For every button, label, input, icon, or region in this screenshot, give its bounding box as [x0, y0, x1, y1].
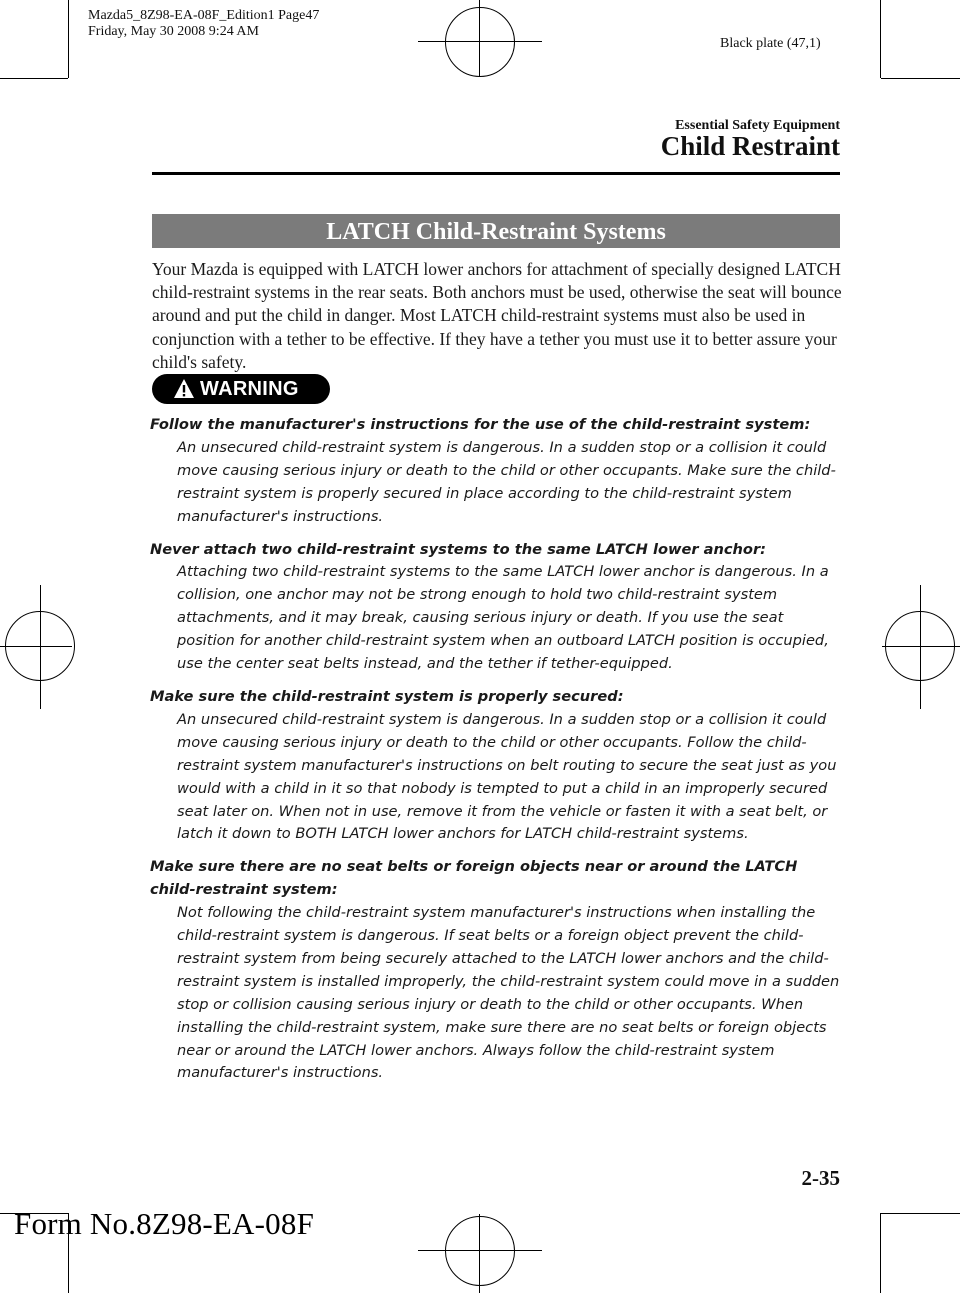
header-rule — [152, 172, 840, 175]
warning-item — [150, 856, 844, 1085]
warning-body: An unsecured child-restraint system is dangerous. In a sudden stop or a collision it could move causing serious injury or death to the child or other occupants. Follow the child-restraint system manufacturer's instructions on belt routing to secure the seat just as you would with a child in it so that nobody is tempted to put a child in an improperly secured seat later on. When not in use, remove it from the vehicle or fasten it with a seat belt, or latch it down to BOTH LATCH lower anchors for LATCH child-restraint systems. — [177, 710, 837, 843]
warning-title: Make sure the child-restraint system is properly secured: — [150, 687, 624, 705]
page-number: 2-35 — [801, 1166, 840, 1190]
warning-title: Never attach two child-restraint systems to the same LATCH lower anchor: — [150, 540, 766, 558]
form-number: Form No.8Z98-EA-08F — [14, 1206, 315, 1241]
warning-body: An unsecured child-restraint system is dangerous. In a sudden stop or a collision it could move causing serious injury or death to the child or other occupants. Make sure the child-restraint system is properly secured in place according to the child-restraint system manufacturer's instructions. — [177, 438, 836, 525]
warning-badge — [152, 374, 330, 404]
intro-paragraph: Your Mazda is equipped with LATCH lower anchors for attachment of specially designed LATCH child-restraint systems in the rear seats. Both anchors must be used, otherwise the seat will bounce around and put the child in danger. Most LATCH child-restraint systems must also be used in conjunction with a tether to be effective. If they have a tether you must use it to better assure your child's safety. — [152, 259, 842, 372]
warning-icon — [173, 378, 195, 400]
warning-title: Make sure there are no seat belts or foreign objects near or around the LATCH child-restraint system: — [150, 858, 798, 899]
print-date-line: Friday, May 30 2008 9:24 AM — [88, 24, 259, 39]
plate-label: Black plate (47,1) — [720, 36, 821, 51]
warning-label: WARNING — [200, 378, 299, 400]
page-heading: LATCH Child-Restraint Systems — [152, 214, 840, 248]
warning-title: Follow the manufacturer's instructions for the use of the child-restraint system: — [150, 416, 811, 433]
warning-body: Attaching two child-restraint systems to the same LATCH lower anchor is dangerous. In a collision, one anchor may not be strong enough to hold two child-restraint system attachments, and it may break, causing serious injury or death. If you use the seat position for another child-restraint system when an outboard LATCH position is occupied, use the center seat belts instead, and the tether if tether-equipped. — [177, 563, 829, 673]
warning-item — [150, 539, 844, 676]
warning-list — [150, 414, 844, 1095]
warning-item — [150, 686, 844, 846]
chapter-title: Essential Safety Equipment — [675, 118, 840, 133]
print-file-line: Mazda5_8Z98-EA-08F_Edition1 Page47 — [88, 8, 320, 23]
warning-item — [150, 414, 844, 529]
warning-body: Not following the child-restraint system manufacturer's instructions when installing the child-restraint system is dangerous. If seat belts or a foreign object prevent the child-restraint system from being securely attached to the LATCH lower anchors and the child-restraint system is installed improperly, the child-restraint system could move in a sudden stop or collision causing serious injury or death to the child or other occupants. When installing the child-restraint system, make sure there are no seat belts or foreign objects near or around the LATCH lower anchors. Always follow the child-restraint system manufacturer's instructions. — [177, 904, 840, 1082]
section-title: Child Restraint — [660, 131, 840, 161]
